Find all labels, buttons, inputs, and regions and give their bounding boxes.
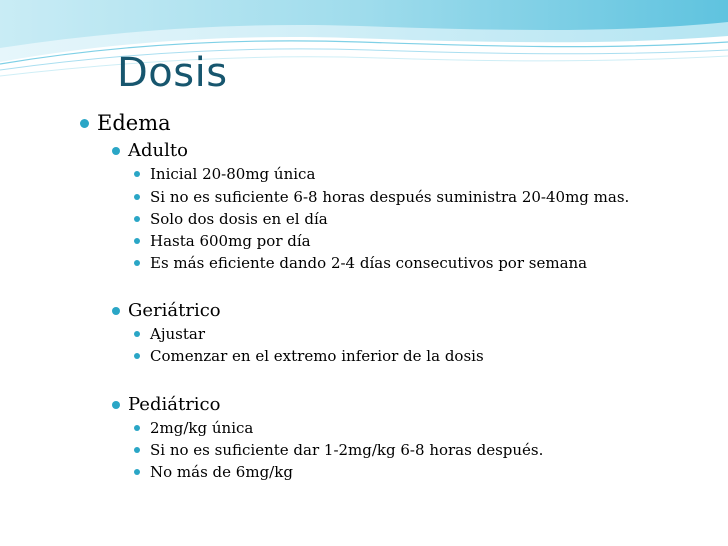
bullet-icon xyxy=(134,469,140,475)
list-item xyxy=(134,463,293,481)
bullet-icon xyxy=(112,401,120,409)
bullet-text: Inicial 20-80mg única xyxy=(150,165,316,183)
list-item xyxy=(134,232,311,250)
list-item xyxy=(134,441,543,459)
list-item xyxy=(134,165,315,183)
bullet-text: Pediátrico xyxy=(128,394,221,415)
bullet-icon xyxy=(134,353,140,359)
bullet-icon xyxy=(134,238,140,244)
bullet-geriatrico xyxy=(112,300,221,321)
bullet-icon xyxy=(112,147,120,155)
bullet-text: Comenzar en el extremo inferior de la dosis xyxy=(150,347,484,365)
bullet-text: Si no es suficiente dar 1-2mg/kg 6-8 horas después. xyxy=(150,441,544,459)
bullet-text: Geriátrico xyxy=(128,300,221,321)
bullet-text: Adulto xyxy=(128,140,188,161)
bullet-icon xyxy=(134,216,140,222)
bullet-icon xyxy=(134,425,140,431)
list-item xyxy=(134,325,205,343)
bullet-text: Solo dos dosis en el día xyxy=(150,210,328,228)
bullet-icon xyxy=(134,331,140,337)
list-item xyxy=(134,210,328,228)
bullet-icon xyxy=(134,447,140,453)
bullet-text: Ajustar xyxy=(150,325,205,343)
bullet-text: Si no es suficiente 6-8 horas después suministra 20-40mg mas. xyxy=(150,188,630,206)
bullet-icon xyxy=(134,260,140,266)
bullet-icon xyxy=(112,307,120,315)
list-item xyxy=(134,188,629,206)
bullet-text: Edema xyxy=(97,111,171,135)
header-wave-decoration xyxy=(0,0,728,90)
bullet-icon xyxy=(80,119,89,128)
bullet-icon xyxy=(134,171,140,177)
list-item xyxy=(134,347,484,365)
list-item xyxy=(134,254,587,272)
bullet-text: Hasta 600mg por día xyxy=(150,232,311,250)
bullet-text: No más de 6mg/kg xyxy=(150,463,293,481)
list-item xyxy=(134,419,253,437)
slide-title: Dosis xyxy=(117,50,228,96)
bullet-edema xyxy=(80,111,171,135)
bullet-text: Es más eficiente dando 2-4 días consecutivos por semana xyxy=(150,254,588,272)
bullet-text: 2mg/kg única xyxy=(150,419,254,437)
bullet-icon xyxy=(134,194,140,200)
bullet-pediatrico xyxy=(112,394,220,415)
bullet-adulto xyxy=(112,140,188,161)
